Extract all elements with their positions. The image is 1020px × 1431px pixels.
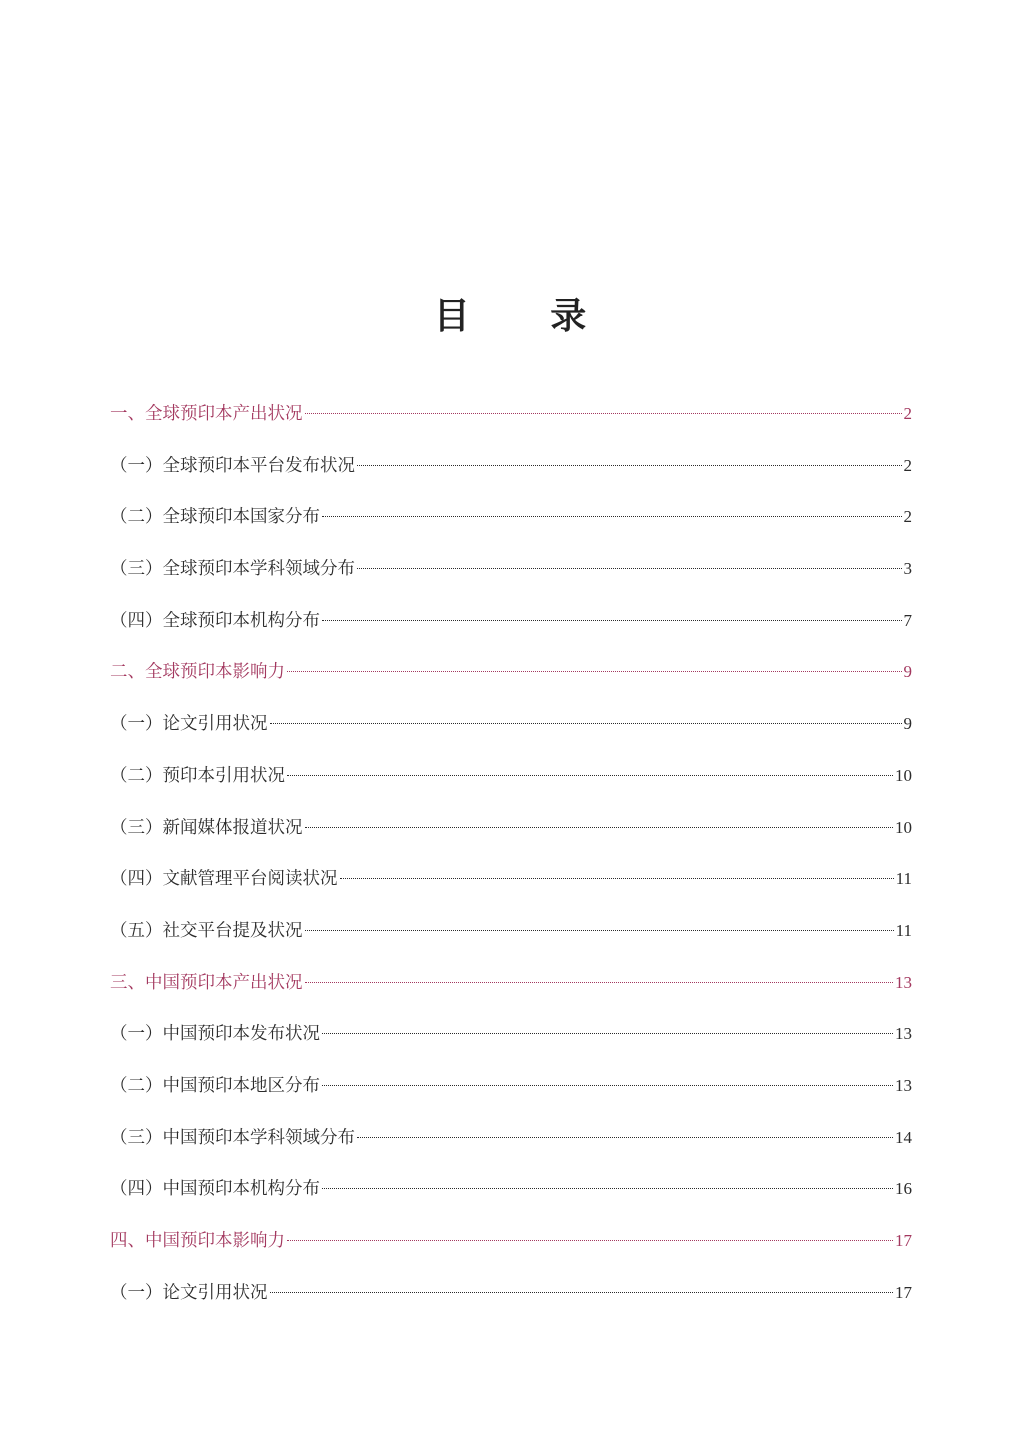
toc-section-entry[interactable]: [110, 396, 912, 448]
toc-subsection-entry[interactable]: [110, 758, 912, 810]
toc-page-number: 13: [895, 1075, 912, 1095]
toc-subsection-entry[interactable]: [110, 1016, 912, 1068]
toc-subsection-entry[interactable]: [110, 861, 912, 913]
toc-page-number: 7: [903, 610, 912, 630]
toc-entry-label: （一）论文引用状况: [110, 714, 268, 735]
toc-subsection-entry[interactable]: [110, 603, 912, 655]
toc-dot-leader: [322, 1188, 893, 1189]
toc-entry-label: （四）文献管理平台阅读状况: [110, 869, 338, 890]
toc-subsection-entry[interactable]: [110, 448, 912, 500]
toc-dot-leader: [287, 671, 902, 672]
toc-subsection-entry[interactable]: [110, 913, 912, 965]
toc-section-entry[interactable]: [110, 965, 912, 1017]
toc-entry-label: 二、全球预印本影响力: [110, 662, 285, 683]
toc-dot-leader: [287, 1240, 893, 1241]
toc-list: [110, 396, 912, 1326]
toc-entry-label: （四）中国预印本机构分布: [110, 1179, 320, 1200]
toc-entry-label: 三、中国预印本产出状况: [110, 972, 303, 993]
toc-subsection-entry[interactable]: [110, 1171, 912, 1223]
toc-title: 目 录: [433, 295, 621, 337]
toc-entry-label: （三）中国预印本学科领域分布: [110, 1127, 355, 1148]
toc-page-number: 3: [903, 559, 912, 579]
toc-subsection-entry[interactable]: [110, 499, 912, 551]
toc-dot-leader: [270, 1292, 894, 1293]
toc-entry-label: （四）全球预印本机构分布: [110, 610, 320, 631]
toc-entry-label: （一）全球预印本平台发布状况: [110, 455, 355, 476]
toc-page-number: 2: [903, 507, 912, 527]
toc-page-number: 2: [903, 455, 912, 475]
toc-entry-label: （三）全球预印本学科领域分布: [110, 559, 355, 580]
toc-entry-label: （二）预印本引用状况: [110, 765, 285, 786]
toc-entry-label: （三）新闻媒体报道状况: [110, 817, 303, 838]
toc-page-number: 9: [903, 662, 912, 682]
toc-page-number: 10: [895, 765, 912, 785]
toc-page-number: 13: [895, 1024, 912, 1044]
toc-page-number: 13: [895, 972, 912, 992]
toc-entry-label: 四、中国预印本影响力: [110, 1231, 285, 1251]
toc-page-number: 11: [895, 920, 912, 940]
toc-dot-leader: [305, 413, 902, 414]
toc-page-number: 17: [895, 1231, 912, 1250]
toc-entry-label: （一）论文引用状况: [110, 1282, 268, 1303]
toc-page-number: 16: [895, 1179, 912, 1199]
toc-entry-label: （一）中国预印本发布状况: [110, 1024, 320, 1045]
toc-dot-leader: [305, 827, 894, 828]
toc-dot-leader: [305, 930, 894, 931]
toc-section-entry[interactable]: [110, 1223, 912, 1275]
toc-section-entry[interactable]: [110, 654, 912, 706]
toc-dot-leader: [270, 723, 902, 724]
toc-dot-leader: [287, 775, 893, 776]
toc-dot-leader: [357, 1137, 893, 1138]
toc-subsection-entry[interactable]: [110, 706, 912, 758]
toc-entry-label: （二）全球预印本国家分布: [110, 507, 320, 528]
toc-dot-leader: [322, 620, 902, 621]
toc-page-number: 14: [895, 1127, 912, 1147]
toc-dot-leader: [357, 465, 902, 466]
toc-entry-label: （二）中国预印本地区分布: [110, 1075, 320, 1096]
toc-dot-leader: [322, 1033, 893, 1034]
toc-dot-leader: [357, 568, 902, 569]
toc-dot-leader: [322, 1085, 893, 1086]
toc-dot-leader: [340, 878, 894, 879]
toc-page-number: 11: [895, 869, 912, 889]
toc-subsection-entry[interactable]: [110, 1275, 912, 1327]
toc-page-number: 17: [895, 1282, 912, 1302]
toc-page-number: 9: [903, 714, 912, 734]
toc-entry-label: （五）社交平台提及状况: [110, 920, 303, 941]
toc-page-number: 10: [895, 817, 912, 837]
toc-subsection-entry[interactable]: [110, 1068, 912, 1120]
toc-dot-leader: [305, 982, 894, 983]
toc-page-number: 2: [903, 404, 912, 423]
toc-subsection-entry[interactable]: [110, 551, 912, 603]
toc-subsection-entry[interactable]: [110, 810, 912, 862]
toc-subsection-entry[interactable]: [110, 1120, 912, 1172]
toc-dot-leader: [322, 516, 902, 517]
toc-entry-label: 一、全球预印本产出状况: [110, 404, 303, 424]
